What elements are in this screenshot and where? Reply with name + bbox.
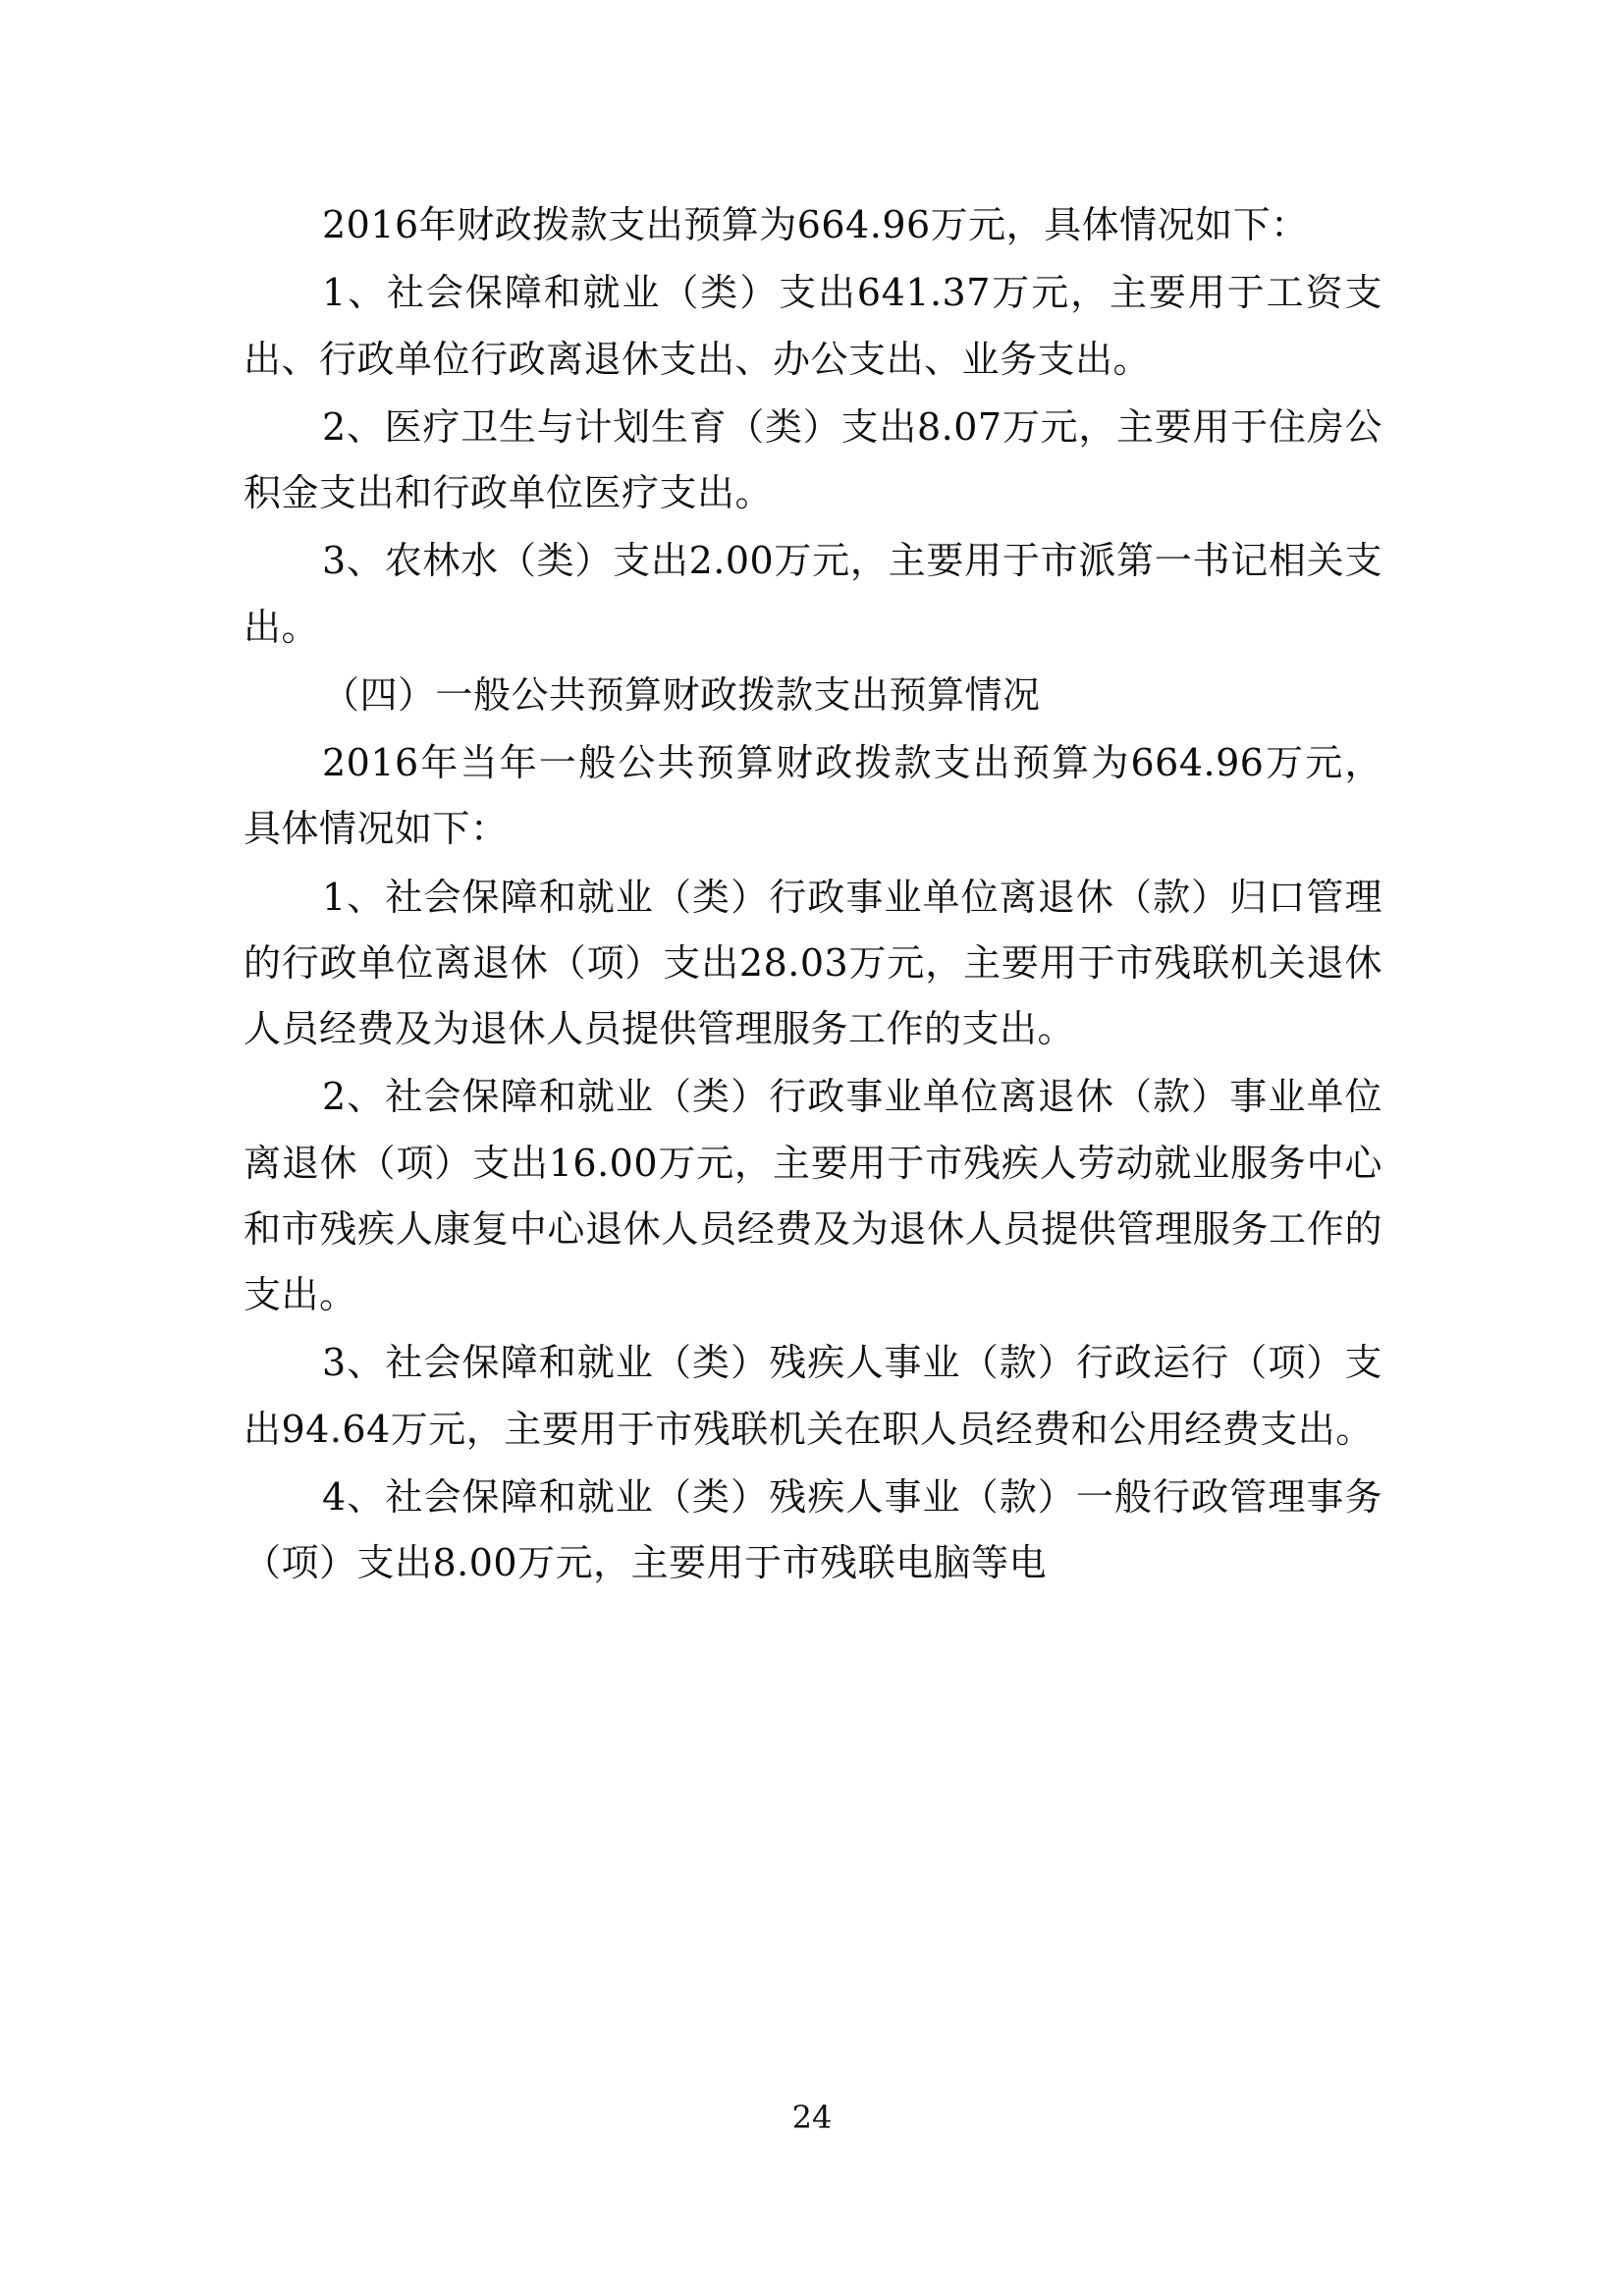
paragraph-sub-item-2: 2、社会保障和就业（类）行政事业单位离退休（款）事业单位离退休（项）支出16.00万元，主要用于市残疾人劳动就业服务中心和市残疾人康复中心退休人员经费及为退休人员提供管理服务工作的支出。 xyxy=(244,1075,1382,1316)
section-heading-four: （四）一般公共预算财政拨款支出预算情况 xyxy=(322,672,1041,717)
paragraph-intro: 2016年财政拨款支出预算为664.96万元，具体情况如下： xyxy=(322,203,1309,246)
page-number: 24 xyxy=(791,2099,833,2136)
paragraph-section-intro: 2016年当年一般公共预算财政拨款支出预算为664.96万元，具体情况如下： xyxy=(244,741,1382,851)
paragraph-item-2: 2、医疗卫生与计划生育（类）支出8.07万元，主要用于住房公积金支出和行政单位医疗支出。 xyxy=(244,404,1382,514)
paragraph-sub-item-4: 4、社会保障和就业（类）残疾人事业（款）一般行政管理事务（项）支出8.00万元，主要用于市残联电脑等电 xyxy=(244,1474,1382,1584)
paragraph-sub-item-1: 1、社会保障和就业（类）行政事业单位离退休（款）归口管理的行政单位离退休（项）支出28.03万元，主要用于市残联机关退休人员经费及为退休人员提供管理服务工作的支出。 xyxy=(244,875,1382,1050)
paragraph-sub-item-3: 3、社会保障和就业（类）残疾人事业（款）行政运行（项）支出94.64万元，主要用于市残联机关在职人员经费和公用经费支出。 xyxy=(244,1341,1382,1451)
document-body xyxy=(244,192,1382,1596)
paragraph-item-3: 3、农林水（类）支出2.00万元，主要用于市派第一书记相关支出。 xyxy=(244,539,1382,649)
paragraph-item-1: 1、社会保障和就业（类）支出641.37万元，主要用于工资支出、行政单位行政离退休支出、办公支出、业务支出。 xyxy=(244,271,1382,381)
